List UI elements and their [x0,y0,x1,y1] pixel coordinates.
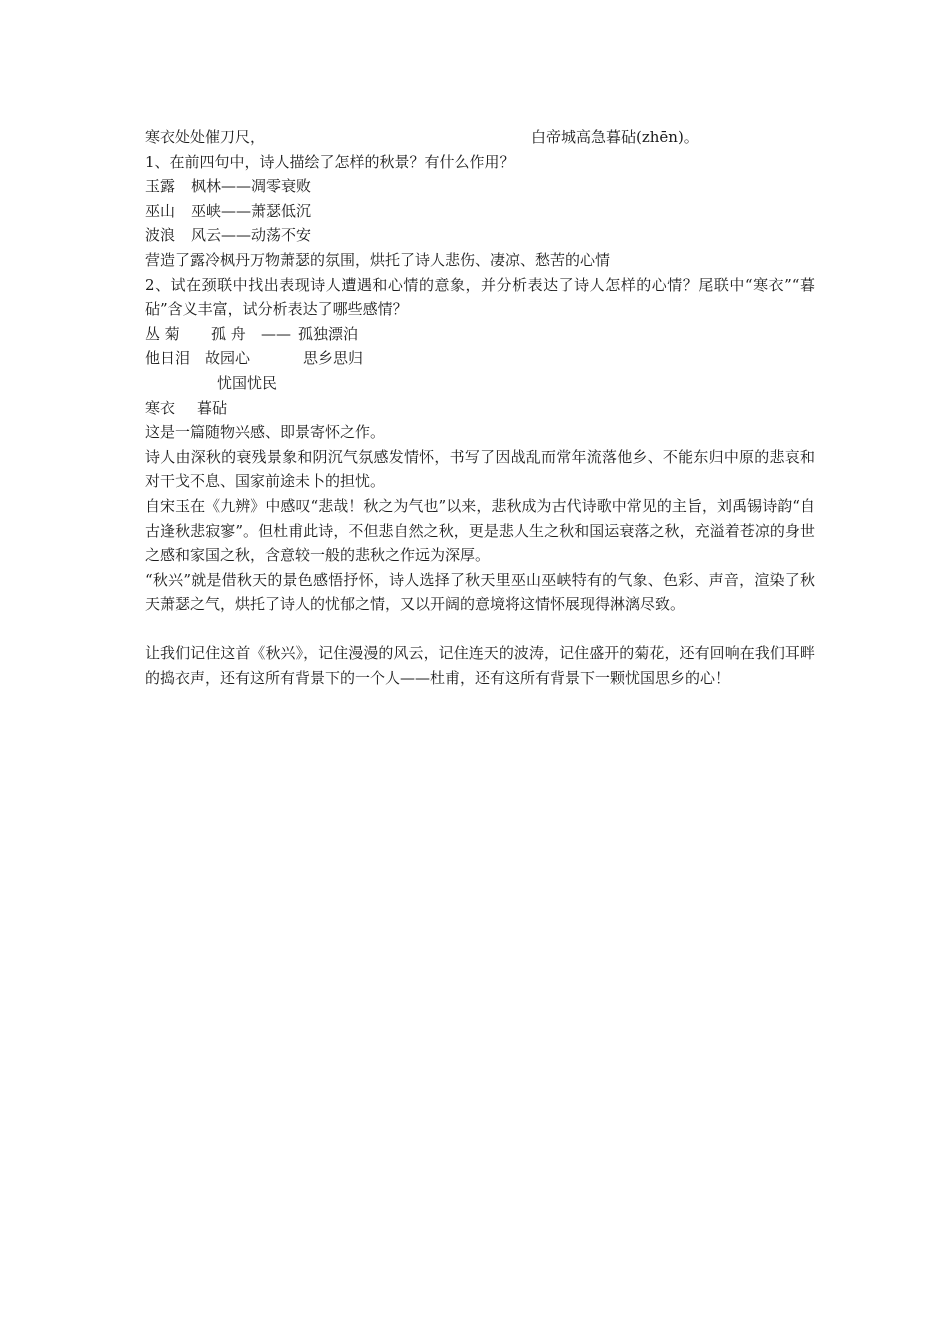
paragraph-2: 诗人由深秋的衰残景象和阴沉气氛感发情怀，书写了因战乱而常年流落他乡、不能东归中原的悲哀和对干戈不息、国家前途未卜的担忧。 [145,447,815,491]
imagery-term: 波浪 [145,226,176,245]
question-2: 2、试在颈联中找出表现诗人遭遇和心情的意象，并分析表达了诗人怎样的心情？尾联中“寒衣”“暮砧”含义丰富，试分析表达了哪些感情？ [145,275,815,319]
paragraph-3: 自宋玉在《九辨》中感叹“悲哉！秋之为气也”以来，悲秋成为古代诗歌中常见的主旨，刘禹锡诗韵“自古逢秋悲寂寥”。但杜甫此诗，不但悲自然之秋，更是悲人生之秋和国运衰落之秋，充溢着苍凉的身世之感和家国之秋，含意较一般的悲秋之作远为深厚。 [145,496,815,565]
imagery-term: 巫山 [145,201,176,220]
imagery-row-2 [145,199,815,224]
neck-term: 故园心 [205,349,251,368]
neck-term: 孤 舟 [211,324,246,343]
imagery-desc: 巫峡——萧瑟低沉 [191,201,312,220]
document-body [145,125,815,691]
neck-meaning: 思乡思归 [303,349,364,368]
neck-row-2 [145,346,815,371]
poem-line-right: 白帝城高急暮砧(zhēn)。 [531,128,699,146]
neck-row-3: 忧国忧民 [217,373,278,392]
neck-dash: —— [261,324,291,343]
paragraph-4: “秋兴”就是借秋天的景色感悟抒怀，诗人选择了秋天里巫山巫峡特有的气象、色彩、声音，渲染了秋天萧瑟之气，烘托了诗人的忧郁之情，又以开阔的意境将这情怀展现得淋漓尽致。 [145,570,815,614]
paragraph-5: 让我们记住这首《秋兴》，记住漫漫的风云，记住连天的波涛，记住盛开的菊花，还有回响在我们耳畔的捣衣声，还有这所有背景下的一个人——杜甫，还有这所有背景下一颗忧国思乡的心！ [145,644,815,688]
poem-line-left: 寒衣处处催刀尺， [145,128,266,146]
poem-line [145,125,815,150]
neck-row-1 [145,322,815,347]
neck-term: 他日泪 [145,349,191,368]
neck-term: 丛 菊 [145,324,180,343]
imagery-row-1 [145,174,815,199]
imagery-row-3 [145,223,815,248]
summary-line: 营造了露冷枫丹万物萧瑟的氛围，烘托了诗人悲伤、凄凉、愁苦的心情 [145,250,611,269]
neck-term: 暮砧 [197,398,228,417]
neck-row-4 [145,396,815,421]
imagery-desc: 风云——动荡不安 [191,226,312,245]
question-1: 1、在前四句中，诗人描绘了怎样的秋景？有什么作用？ [145,152,515,171]
imagery-desc: 枫林——凋零衰败 [191,177,312,196]
imagery-term: 玉露 [145,177,176,196]
neck-meaning: 孤独漂泊 [298,324,359,343]
paragraph-1: 这是一篇随物兴感、即景寄怀之作。 [145,423,386,442]
neck-term: 寒衣 [145,398,176,417]
blank-line [145,617,815,642]
